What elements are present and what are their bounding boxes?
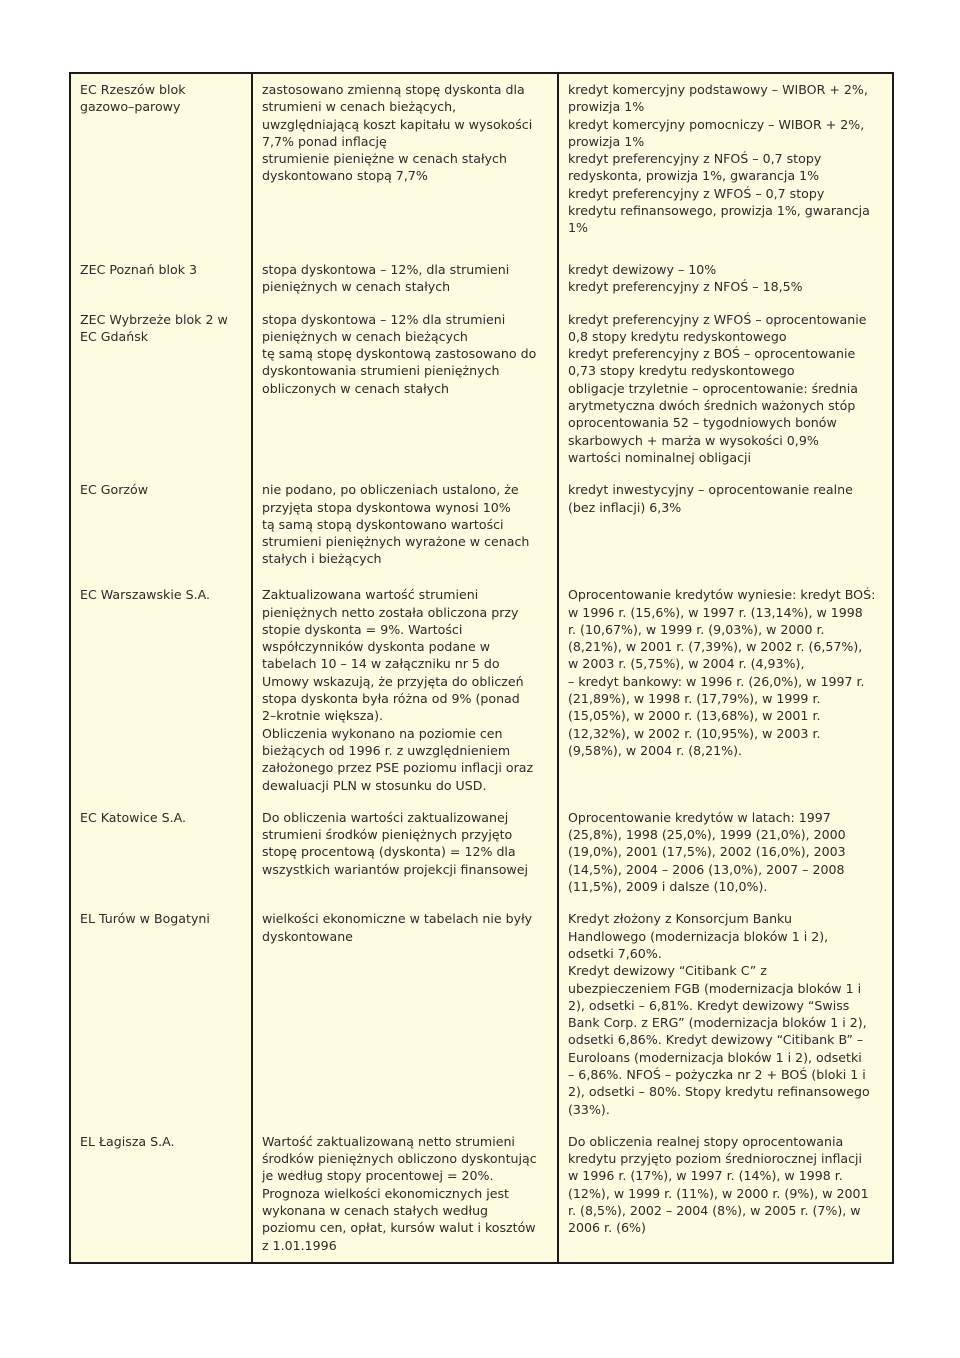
credit-terms-cell: Do obliczenia realnej stopy oprocentowania kredytu przyjęto poziom średniorocznej inflacji w 1996 r. (17%), w 1997 r. (14%), w 1998 r. (12%), w 1999 r. (11%), w 2000 r. (9%), w 2001 r. (8,5%), 2002 – 2004 (8%), w 2005 r. (7%), w 2006 r. (6%) [558,1126,893,1263]
credit-terms-cell: kredyt preferencyjny z WFOŚ – oprocentowanie 0,8 stopy kredytu redyskontowego kredyt preferencyjny z BOŚ – oprocentowanie 0,73 stopy kredytu redyskontowego obligacje trzyletnie – oprocentowanie: średnia arytmetyczna dwóch średnich ważonych stóp oprocentowania 52 – tygodniowych bonów skarbowych + marża w wysokości 0,9% wartości nominalnej obligacji [558,304,893,475]
plant-name-cell: EC Gorzów [70,474,252,579]
table-row [70,1126,893,1263]
discount-rate-cell: Zaktualizowana wartość strumieni pieniężnych netto została obliczona przy stopie dyskonta = 9%. Wartości współczynników dyskonta podane w tabelach 10 – 14 w załączniku nr 5 do Umowy wskazują, że przyjęta do obliczeń stopa dyskonta była różna od 9% (ponad 2–krotnie większa). Obliczenia wykonano na poziomie cen bieżących od 1996 r. z uwzględnieniem założonego przez PSE poziomu inflacji oraz dewaluacji PLN w stosunku do USD. [252,579,558,802]
plant-name-cell: ZEC Wybrzeże blok 2 w EC Gdańsk [70,304,252,475]
discount-rate-cell: Do obliczenia wartości zaktualizowanej strumieni środków pieniężnych przyjęto stopę procentową (dyskonta) = 12% dla wszystkich wariantów projekcji finansowej [252,802,558,903]
plant-name-cell: EC Warszawskie S.A. [70,579,252,802]
credit-terms-cell: kredyt komercyjny podstawowy – WIBOR + 2%, prowizja 1% kredyt komercyjny pomocniczy – WIBOR + 2%, prowizja 1% kredyt preferencyjny z NFOŚ – 0,7 stopy redyskonta, prowizja 1%, gwarancja 1% kredyt preferencyjny z WFOŚ – 0,7 stopy kredytu refinansowego, prowizja 1%, gwarancja 1% [558,73,893,254]
plant-name-cell: EC Katowice S.A. [70,802,252,903]
plant-name-cell: EC Rzeszów blok gazowo–parowy [70,73,252,254]
discount-rate-cell: zastosowano zmienną stopę dyskonta dla strumieni w cenach bieżących, uwzględniającą koszt kapitału w wysokości 7,7% ponad inflację strumienie pieniężne w cenach stałych dyskontowano stopą 7,7% [252,73,558,254]
table-row [70,474,893,579]
table-row [70,903,893,1126]
table-row [70,802,893,903]
plant-name-cell: EL Turów w Bogatyni [70,903,252,1126]
table-row [70,73,893,254]
table-row [70,304,893,475]
credit-terms-cell: Oprocentowanie kredytów w latach: 1997 (25,8%), 1998 (25,0%), 1999 (21,0%), 2000 (19,0%), 2001 (17,5%), 2002 (16,0%), 2003 (14,5%), 2004 – 2006 (13,0%), 2007 – 2008 (11,5%), 2009 i dalsze (10,0%). [558,802,893,903]
table-row [70,579,893,802]
discount-rate-cell: wielkości ekonomiczne w tabelach nie były dyskontowane [252,903,558,1126]
credit-terms-cell: Oprocentowanie kredytów wyniesie: kredyt BOŚ: w 1996 r. (15,6%), w 1997 r. (13,14%), w 1998 r. (10,67%), w 1999 r. (9,03%), w 2000 r. (8,21%), w 2001 r. (7,39%), w 2002 r. (6,57%), w 2003 r. (5,75%), w 2004 r. (4,93%), – kredyt bankowy: w 1996 r. (26,0%), w 1997 r. (21,89%), w 1998 r. (17,79%), w 1999 r. (15,05%), w 2000 r. (13,68%), w 2001 r. (12,32%), w 2002 r. (10,95%), w 2003 r. (9,58%), w 2004 r. (8,21%). [558,579,893,802]
document-table [69,72,894,1264]
credit-terms-cell: Kredyt złożony z Konsorcjum Banku Handlowego (modernizacja bloków 1 i 2), odsetki 7,60%. Kredyt dewizowy “Citibank C” z ubezpieczeniem FGB (modernizacja bloków 1 i 2), odsetki – 6,81%. Kredyt dewizowy “Swiss Bank Corp. z ERG” (modernizacja bloków 1 i 2), odsetki 6,86%. Kredyt dewizowy “Citibank B” – Euroloans (modernizacja bloków 1 i 2), odsetki – 6,86%. NFOŚ – pożyczka nr 2 + BOŚ (bloki 1 i 2), odsetki – 80%. Stopy kredytu refinansowego (33%). [558,903,893,1126]
discount-rate-cell: stopa dyskontowa – 12% dla strumieni pieniężnych w cenach bieżących tę samą stopę dyskontową zastosowano do dyskontowania strumieni pieniężnych obliczonych w cenach stałych [252,304,558,475]
credit-terms-cell: kredyt inwestycyjny – oprocentowanie realne (bez inflacji) 6,3% [558,474,893,579]
table-row [70,254,893,304]
discount-rate-cell: Wartość zaktualizowaną netto strumieni środków pieniężnych obliczono dyskontując je według stopy procentowej = 20%. Prognoza wielkości ekonomicznych jest wykonana w cenach stałych według poziomu cen, opłat, kursów walut i kosztów z 1.01.1996 [252,1126,558,1263]
credit-terms-cell: kredyt dewizowy – 10% kredyt preferencyjny z NFOŚ – 18,5% [558,254,893,304]
discount-rate-cell: nie podano, po obliczeniach ustalono, że przyjęta stopa dyskontowa wynosi 10% tą samą stopą dyskontowano wartości strumieni pieniężnych wyrażone w cenach stałych i bieżących [252,474,558,579]
discount-rate-cell: stopa dyskontowa – 12%, dla strumieni pieniężnych w cenach stałych [252,254,558,304]
plant-name-cell: ZEC Poznań blok 3 [70,254,252,304]
plant-name-cell: EL Łagisza S.A. [70,1126,252,1263]
